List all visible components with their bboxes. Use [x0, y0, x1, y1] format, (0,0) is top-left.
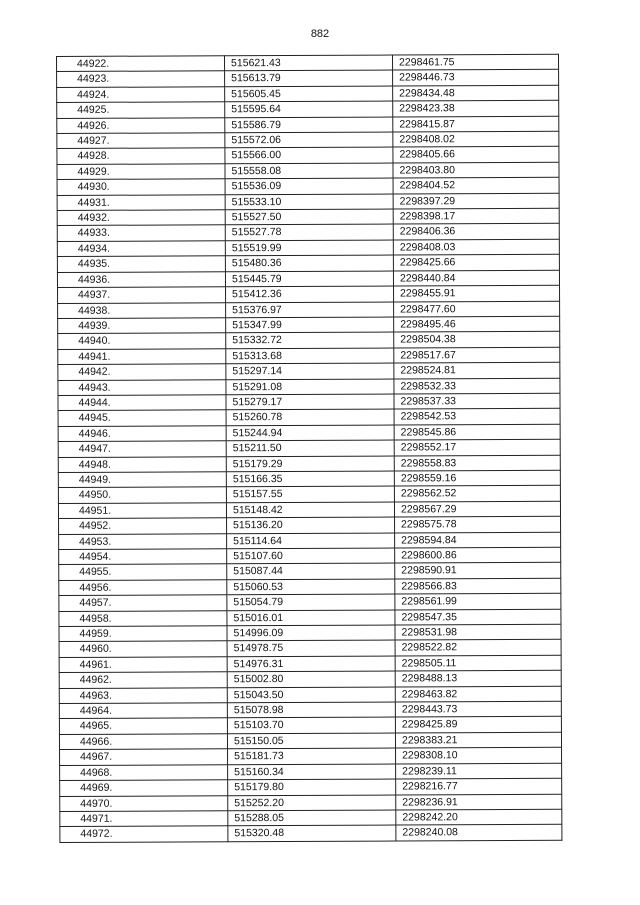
x-coordinate-cell: 515613.79 [225, 70, 393, 86]
x-coordinate-cell: 515107.60 [227, 548, 395, 564]
point-id-cell: 44947. [58, 441, 226, 457]
y-coordinate-cell: 2298425.89 [395, 717, 561, 733]
y-coordinate-cell: 2298236.91 [396, 794, 562, 810]
point-id-cell: 44927. [57, 133, 225, 149]
point-id-cell: 44964. [59, 703, 227, 719]
y-coordinate-cell: 2298575.78 [395, 516, 561, 532]
y-coordinate-cell: 2298532.33 [394, 378, 560, 394]
y-coordinate-cell: 2298566.83 [395, 578, 561, 594]
point-id-cell: 44963. [59, 687, 227, 703]
y-coordinate-cell: 2298242.20 [396, 809, 562, 825]
x-coordinate-cell: 515376.97 [226, 302, 394, 318]
x-coordinate-cell: 515252.20 [228, 795, 396, 811]
x-coordinate-cell: 514976.31 [227, 656, 395, 672]
coordinates-table [56, 54, 562, 843]
x-coordinate-cell: 515332.72 [226, 332, 394, 348]
y-coordinate-cell: 2298545.86 [394, 424, 560, 440]
x-coordinate-cell: 515595.64 [225, 101, 393, 117]
x-coordinate-cell: 515043.50 [227, 687, 395, 703]
x-coordinate-cell: 515279.17 [226, 394, 394, 410]
x-coordinate-cell: 515347.99 [226, 317, 394, 333]
point-id-cell: 44935. [57, 256, 225, 272]
x-coordinate-cell: 515060.53 [227, 579, 395, 595]
point-id-cell: 44931. [57, 194, 225, 210]
point-id-cell: 44945. [58, 410, 226, 426]
x-coordinate-cell: 515533.10 [225, 194, 393, 210]
x-coordinate-cell: 515103.70 [227, 717, 395, 733]
x-coordinate-cell: 515148.42 [226, 502, 394, 518]
point-id-cell: 44961. [59, 657, 227, 673]
point-id-cell: 44956. [59, 580, 227, 596]
point-id-cell: 44957. [59, 595, 227, 611]
x-coordinate-cell: 515087.44 [227, 563, 395, 579]
point-id-cell: 44938. [58, 302, 226, 318]
point-id-cell: 44965. [59, 718, 227, 734]
point-id-cell: 44952. [59, 518, 227, 534]
x-coordinate-cell: 515445.79 [225, 271, 393, 287]
y-coordinate-cell: 2298463.82 [395, 686, 561, 702]
x-coordinate-cell: 515558.08 [225, 163, 393, 179]
x-coordinate-cell: 515566.00 [225, 147, 393, 163]
point-id-cell: 44925. [57, 102, 225, 118]
x-coordinate-cell: 515244.94 [226, 425, 394, 441]
x-coordinate-cell: 515260.78 [226, 409, 394, 425]
x-coordinate-cell: 515160.34 [228, 764, 396, 780]
y-coordinate-cell: 2298443.73 [395, 701, 561, 717]
y-coordinate-cell: 2298240.08 [396, 825, 562, 841]
point-id-cell: 44946. [58, 426, 226, 442]
y-coordinate-cell: 2298531.98 [395, 624, 561, 640]
y-coordinate-cell: 2298423.38 [393, 101, 559, 117]
x-coordinate-cell: 515179.29 [226, 456, 394, 472]
y-coordinate-cell: 2298552.17 [394, 439, 560, 455]
x-coordinate-cell: 515166.35 [226, 471, 394, 487]
y-coordinate-cell: 2298562.52 [394, 486, 560, 502]
point-id-cell: 44970. [60, 795, 228, 811]
point-id-cell: 44950. [58, 487, 226, 503]
x-coordinate-cell: 515114.64 [227, 533, 395, 549]
y-coordinate-cell: 2298558.83 [394, 455, 560, 471]
x-coordinate-cell: 515297.14 [226, 363, 394, 379]
x-coordinate-cell: 515412.36 [226, 286, 394, 302]
point-id-cell: 44951. [58, 503, 226, 519]
point-id-cell: 44955. [59, 564, 227, 580]
point-id-cell: 44942. [58, 364, 226, 380]
point-id-cell: 44968. [60, 764, 228, 780]
point-id-cell: 44972. [60, 826, 228, 842]
y-coordinate-cell: 2298434.48 [393, 85, 559, 101]
y-coordinate-cell: 2298559.16 [394, 470, 560, 486]
point-id-cell: 44922. [57, 56, 225, 72]
y-coordinate-cell: 2298594.84 [395, 532, 561, 548]
y-coordinate-cell: 2298524.81 [394, 362, 560, 378]
x-coordinate-cell: 515320.48 [228, 825, 396, 841]
y-coordinate-cell: 2298440.84 [393, 270, 559, 286]
y-coordinate-cell: 2298403.80 [393, 162, 559, 178]
point-id-cell: 44924. [57, 87, 225, 103]
x-coordinate-cell: 515536.09 [225, 178, 393, 194]
point-id-cell: 44971. [60, 811, 228, 827]
y-coordinate-cell: 2298505.11 [395, 655, 561, 671]
x-coordinate-cell: 515157.55 [226, 486, 394, 502]
point-id-cell: 44944. [58, 395, 226, 411]
y-coordinate-cell: 2298522.82 [395, 640, 561, 656]
x-coordinate-cell: 515527.78 [225, 224, 393, 240]
x-coordinate-cell: 515527.50 [225, 209, 393, 225]
point-id-cell: 44959. [59, 626, 227, 642]
y-coordinate-cell: 2298477.60 [394, 301, 560, 317]
y-coordinate-cell: 2298408.03 [393, 239, 559, 255]
x-coordinate-cell: 515621.43 [225, 55, 393, 71]
x-coordinate-cell: 515605.45 [225, 86, 393, 102]
x-coordinate-cell: 515078.98 [227, 702, 395, 718]
x-coordinate-cell: 515211.50 [226, 440, 394, 456]
y-coordinate-cell: 2298504.38 [394, 332, 560, 348]
x-coordinate-cell: 515181.73 [228, 748, 396, 764]
point-id-cell: 44937. [58, 287, 226, 303]
y-coordinate-cell: 2298406.36 [393, 224, 559, 240]
x-coordinate-cell: 515519.99 [225, 240, 393, 256]
table-row [60, 825, 562, 843]
y-coordinate-cell: 2298383.21 [395, 732, 561, 748]
point-id-cell: 44926. [57, 117, 225, 133]
page-number: 882 [310, 28, 330, 40]
point-id-cell: 44948. [58, 456, 226, 472]
point-id-cell: 44923. [57, 71, 225, 87]
x-coordinate-cell: 514978.75 [227, 640, 395, 656]
point-id-cell: 44936. [57, 271, 225, 287]
y-coordinate-cell: 2298405.66 [393, 147, 559, 163]
x-coordinate-cell: 515288.05 [228, 810, 396, 826]
x-coordinate-cell: 515313.68 [226, 348, 394, 364]
y-coordinate-cell: 2298216.77 [396, 778, 562, 794]
y-coordinate-cell: 2298495.46 [394, 316, 560, 332]
y-coordinate-cell: 2298446.73 [393, 70, 559, 86]
point-id-cell: 44960. [59, 641, 227, 657]
point-id-cell: 44941. [58, 348, 226, 364]
y-coordinate-cell: 2298397.29 [393, 193, 559, 209]
x-coordinate-cell: 515291.08 [226, 379, 394, 395]
point-id-cell: 44939. [58, 318, 226, 334]
y-coordinate-cell: 2298561.99 [395, 594, 561, 610]
point-id-cell: 44949. [58, 472, 226, 488]
y-coordinate-cell: 2298404.52 [393, 178, 559, 194]
x-coordinate-cell: 515480.36 [225, 255, 393, 271]
y-coordinate-cell: 2298488.13 [395, 671, 561, 687]
x-coordinate-cell: 515179.80 [228, 779, 396, 795]
point-id-cell: 44929. [57, 164, 225, 180]
x-coordinate-cell: 515586.79 [225, 117, 393, 133]
x-coordinate-cell: 515136.20 [227, 517, 395, 533]
y-coordinate-cell: 2298425.66 [393, 255, 559, 271]
y-coordinate-cell: 2298461.75 [392, 54, 558, 70]
y-coordinate-cell: 2298408.02 [393, 131, 559, 147]
x-coordinate-cell: 515016.01 [227, 610, 395, 626]
point-id-cell: 44928. [57, 148, 225, 164]
y-coordinate-cell: 2298590.91 [395, 563, 561, 579]
x-coordinate-cell: 514996.09 [227, 625, 395, 641]
x-coordinate-cell: 515150.05 [227, 733, 395, 749]
point-id-cell: 44943. [58, 379, 226, 395]
y-coordinate-cell: 2298239.11 [396, 763, 562, 779]
point-id-cell: 44934. [57, 241, 225, 257]
y-coordinate-cell: 2298455.91 [394, 285, 560, 301]
y-coordinate-cell: 2298537.33 [394, 393, 560, 409]
x-coordinate-cell: 515054.79 [227, 594, 395, 610]
point-id-cell: 44930. [57, 179, 225, 195]
point-id-cell: 44954. [59, 549, 227, 565]
x-coordinate-cell: 515002.80 [227, 671, 395, 687]
y-coordinate-cell: 2298308.10 [396, 748, 562, 764]
y-coordinate-cell: 2298517.67 [394, 347, 560, 363]
point-id-cell: 44962. [59, 672, 227, 688]
point-id-cell: 44940. [58, 333, 226, 349]
point-id-cell: 44932. [57, 210, 225, 226]
point-id-cell: 44969. [60, 780, 228, 796]
point-id-cell: 44967. [60, 749, 228, 765]
y-coordinate-cell: 2298547.35 [395, 609, 561, 625]
y-coordinate-cell: 2298415.87 [393, 116, 559, 132]
x-coordinate-cell: 515572.06 [225, 132, 393, 148]
point-id-cell: 44966. [59, 734, 227, 750]
y-coordinate-cell: 2298600.86 [395, 547, 561, 563]
y-coordinate-cell: 2298542.53 [394, 409, 560, 425]
point-id-cell: 44933. [57, 225, 225, 241]
coordinates-table-body [57, 54, 562, 842]
point-id-cell: 44953. [59, 533, 227, 549]
y-coordinate-cell: 2298398.17 [393, 208, 559, 224]
point-id-cell: 44958. [59, 610, 227, 626]
y-coordinate-cell: 2298567.29 [394, 501, 560, 517]
